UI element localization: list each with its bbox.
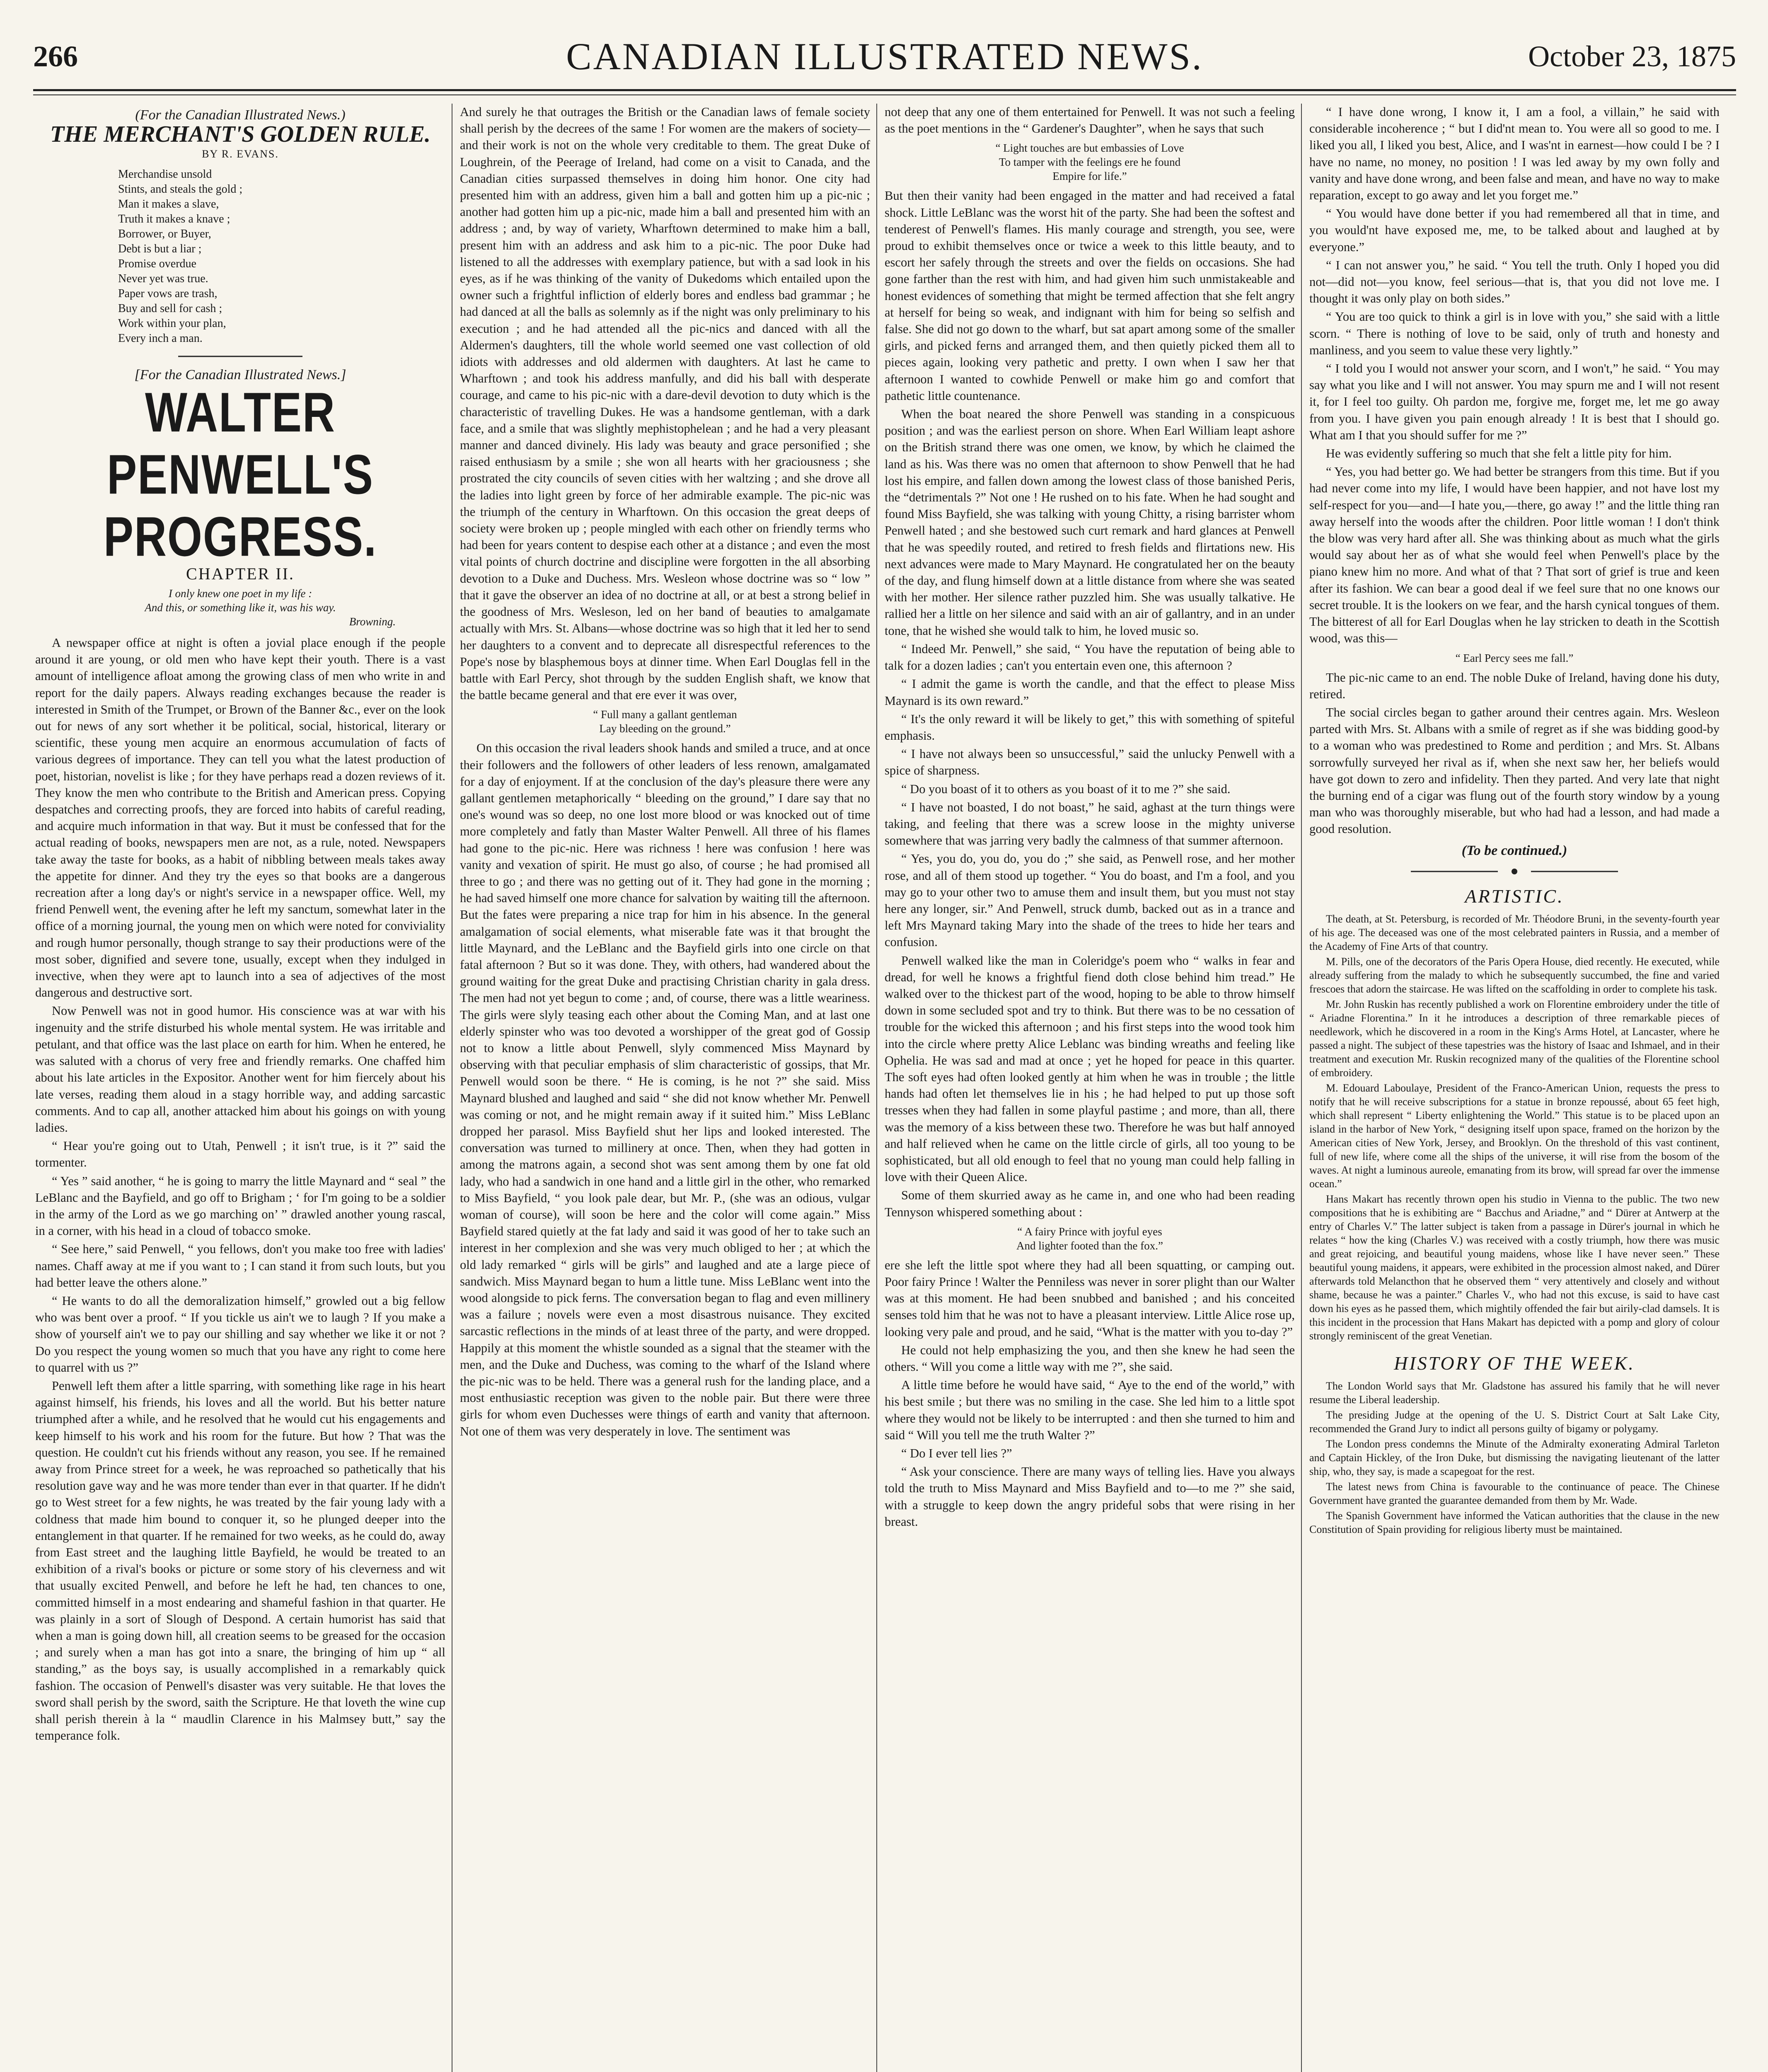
story-paragraph: Penwell left them after a little sparring, with something like rage in his heart against himself, his friends, his loves and all the world. But his better nature triumphed after a while, and he resolved that he would cut his engagements and keep himself to his work and his room for the future. But how ? That was the question. He couldn't cut his friends without any reason, you see. If he remained away from Prince street for a week, he was reproached so pathetically that his resolution gave way and he was more tender than ever in that quarter. If he didn't go to West street for a few nights, he was treated by the fair young lady with a coldness that made him bound to conquer it, so he plunged deeper into the entanglement in that quarter. If he remained for two weeks, as he could do, away from East street and the laughing little Bayfield, he would be treated to an exhibition of a rival's books or picture or some story of his cleverness and wit that usually excited Penwell, and before he left he had, ten chances to one, committed himself in a most endearing and shameful fashion in that quarter. He was plainly in a sort of Slough of Despond. A certain humorist has said that when a man is going down hill, all creation seems to be greased for the occasion ; and surely when a man has got into a snare, the bringing of him up “ all standing,” as the boys say, is usually accomplished in a remarkably quick fashion. The occasion of Penwell's disaster was very suitable. He that loves the sword shall perish by the sword, saith the Scripture. He that loveth the wine cup shall perish therein à la “ maudlin Clarence in his Malmsey butt,” say the temperance folk. <box>35 1378 445 1743</box>
poem-line: Never yet was true. <box>118 272 208 285</box>
history-heading: HISTORY OF THE WEEK. <box>1394 1352 1635 1374</box>
story-credit: [For the Canadian Illustrated News.] <box>134 367 346 382</box>
story-paragraph: But then their vanity had been engaged in the matter and had received a fatal shock. Little LeBlanc was the worst hit of the party. She had been the softest and tenderest of Penwell's flames. His manly courage and strength, you see, were proud to exhibit themselves once or twice a week to this little beauty, and to escort her safely through the streets and over the fields on occasions. She had gone farther than the rest with him, and had given him such unmistakeable and honest evidences of something that might be termed affection that she felt angry at herself for being so weak, and indignant with him for being so selfish and false. She did not go down to the wharf, but sat apart among some of the smaller girls, and picked ferns and arranged them, and then quietly picked them all to pieces again, looking very pathetic and pretty. I own when I saw her that afternoon I wanted to cowhide Penwell or make him go and comfort that pathetic little countenance. <box>885 189 1295 403</box>
quote-line: Lay bleeding on the ground.” <box>599 722 731 735</box>
story-paragraph: “ Indeed Mr. Penwell,” she said, “ You have the reputation of being able to talk for a dozen ladies ; can't you entertain even one, this afternoon ? <box>885 641 1295 673</box>
story-paragraph: And surely he that outrages the British or the Canadian laws of female society shall perish by the decrees of the same ! For women are the makers of society—and their work is not on the whole very creditable to them. The great Duke of Loughrein, of the Peerage of Ireland, had come on a visit to Canada, and the Canadian cities surpassed themselves in doing him honor. One city had presented him with an address, given him a ball and gotten him up a pic-nic ; another had gotten him up a pic-nic, made him a ball and presented him with an address ; and, by way of variety, Wharftown determined to make him a ball, present him with an address and ask him to a pic-nic. The poor Duke had listened to all the addresses with exemplary patience, but with a sad look in his eyes, as if he was thinking of the vanity of Dukedoms which entailed upon the owner such a frightful infliction of elderly bores and endless bad grammar ; he had danced at all the balls as solemnly as if the night was only preliminary to his execution ; and he had attended all the pic-nics and danced with all the Aldermen's daughters, till the whole world seemed one vast collection of old idiots with addresses and old aldermen with daughters. At last he came to Wharftown ; and took his address manfully, and did his ball with desperate courage, and came to his pic-nic with a dare-devil devotion to duty which is the characteristic of travelling Dukes. He was a handsome gentleman, with a dark face, and a smile that was slightly mephistophelean ; and he had a very pleasant manner and danced divinely. His lady was beauty and grace personified ; she raised enthusiasm by a smile ; she won all hearts with her graciousness ; she prostrated the city councils of seven cities with her waltzing ; and she drove all the ladies into light green by force of her admirable example. The pic-nic was the triumph of the century in Wharftown. On this occasion the great deeps of society were broken up ; people mingled with each other on friendly terms who had been for years content to despise each other at a distance ; and even the most vital points of church doctrine and discipline were forgotten in the all absorbing devotion to a Duke and Duchess. Mrs. Wesleon whose doctrine was so “ low ” that it gave the observer an idea of no doctrine at all, or at best a strong belief in the goodness of Mrs. Wesleson, led on her band of beauties to amalgamate actually with Mrs. St. Albans—whose doctrine was so high that it led her to send her daughters to a convent and to deprecate all disrespectful references to the Pope's nose by blasphemous boys at dinner time. When Earl Douglas fell in the battle with Earl Percy, shot through by the sudden English shaft, we know that the battle became general and that ere ever it was over, <box>460 105 870 702</box>
verse-quote <box>885 1225 1295 1253</box>
epigraph-attribution: Browning. <box>349 615 396 628</box>
story-paragraph: “ I have done wrong, I know it, I am a fool, a villain,” he said with considerable incoherence ; “ but I did'nt mean to. You were all so good to me. I liked you all, I liked you best, Alice, and I was'nt in earnest—how could I be ? I have no name, no money, no position ! I was led away by my own folly and vanity and have done wrong, and been false and mean, and have no way to make reparation, except to go away and let you forget me.” <box>1309 105 1720 203</box>
quote-line: Empire for life.” <box>1052 170 1127 183</box>
poem-body <box>118 167 445 346</box>
column-3 <box>885 104 1295 2072</box>
artistic-item: Hans Makart has recently thrown open his studio in Vienna to the public. The two new compositions that he is exhibiting are “ Bacchus and Ariadne,” and “ Dürer at Antwerp at the entry of Charles V.” The latter subject is taken from a passage in Dürer's journal in which he relates “ how the king (Charles V.) was received with a costly triumph, how there was music and great rejoicing, and beautiful young maidens, whose like I have never seen.” These beautiful young maidens, it appears, were exhibited in the procession almost naked, and Dürer afterwards told Melancthon that he observed them “ very attentively and closely and without shame, because he was a painter.” Charles V., who had not this excuse, is said to have cast down his eyes as he passed them, which mightily offended the fair but airily-clad damsels. It is this incident in the procession that Hans Makart has depicted with a pomp and glory of colour strongly reminiscent of the great Venetian. <box>1309 1193 1720 1342</box>
story-paragraph: “ Yes, you had better go. We had better be strangers from this time. But if you had never come into my life, I would have been happier, and not have lost my self-respect for you—and—I hate you,—there, go away !” and the little thing ran away herself into the woods after the children. Poor little woman ! I don't think the blow was very hard after all. She was thinking about as much what the girls would say about her as of what she would feel when Penwell's place by the piano knew him no more. And what of that ? That sort of grief is true and keen after its fashion. We can bear a good deal if we feel sure that no one knows our secret trouble. It is the lookers on we fear, and the harsh cynical tongues of them. The bitterest of all for Earl Douglas when he lay stricken to death in the Scottish wood, was this— <box>1309 465 1720 646</box>
column-1 <box>35 104 445 2072</box>
story-paragraph: Penwell walked like the man in Coleridge's poem who “ walks in fear and dread, for well he knows a frightful fiend doth close behind him tread.” He walked over to the thickest part of the wood, hoping to be able to throw himself down in some secluded spot and try to think. But there was to be no cessation of trouble for the wicked this afternoon ; and his first steps into the wood took him into the circle where pretty Alice Leblanc was binding wreaths and feeling like Ophelia. He was sad and mad at once ; yet he hoped for peace in this quarter. The soft eyes had often looked gently at him when he was in trouble ; the little hands had often let themselves lie in his ; he had helped to put up those soft tresses when they had fallen in some playful pastime ; and more, than all, there was the memory of a kiss between these two. Therefore he was but half annoyed and half relieved when he came on the little circle of girls, all too young to be sophisticated, but all old enough to feel that no young man could help falling in love with their Queen Alice. <box>885 953 1295 1184</box>
story-paragraph: not deep that any one of them entertained for Penwell. It was not such a feeling as the poet mentions in the “ Gardener's Daughter”, when he says that such <box>885 105 1295 136</box>
poem-line: Debt is but a liar ; <box>118 242 202 255</box>
poem-line: Man it makes a slave, <box>118 197 219 211</box>
history-item: The presiding Judge at the opening of the U. S. District Court at Salt Lake City, recommended the Grand Jury to indict all persons guilty of bigamy or polygamy. <box>1309 1409 1720 1435</box>
poem-line: Merchandise unsold <box>118 167 212 181</box>
masthead <box>33 15 1736 93</box>
quote-line: To tamper with the feelings ere he found <box>999 156 1181 169</box>
quote-line: “ Earl Percy sees me fall.” <box>1455 651 1574 664</box>
quote-line: “ Full many a gallant gentleman <box>593 708 737 721</box>
story-paragraph: “ I told you I would not answer your scorn, and I won't,” he said. “ You may say what you like and I will not answer. You may spurn me and I will not resent it, for I feel too guilty. Oh pardon me, forgive me, forget me, let me go away from you. I have given you pain enough already ! It is best that I should go. What am I that you should suffer for me ?” <box>1309 361 1720 442</box>
column-divider <box>1301 104 1302 2072</box>
story-paragraph: “ He wants to do all the demoralization himself,” growled out a big fellow who was bent over a proof. “ If you tickle us ain't we to laugh ? If you make a show of yourself ain't we to pay our shilling and say whether we like it or not ? Do you respect the young women so much that you have any right to come here to quarrel with us ?” <box>35 1293 445 1375</box>
story-paragraph: “ Do I ever tell lies ?” <box>901 1446 1012 1461</box>
story-paragraph: When the boat neared the shore Penwell was standing in a conspicuous position ; and was the earliest person on shore. When Earl William leapt ashore on the British strand there was one omen, we know, by which he claimed the land as his. Was there was no omen that afternoon to show Penwell that he had lost his empire, and fallen down among the lowest class of those banished Peris, the “detrimentals ?” Not one ! He rushed on to his fate. When he had sought and found Miss Bayfield, she was talking with young Chitty, a rising barrister whom Penwell hated ; and she bestowed such curt remark and hard glances at Penwell that he was speedily routed, and retired to fresh fields and flirtations new. His next advances were made to Mary Maynard. He congratulated her on the beauty of the day, and flung himself down at a little distance from where she was seated with her mother. Her silence rather puzzled him. She was usually talkative. He rallied her a little on her silence and said with an air of gallantry, and in an under tone, that he wished she would talk to him, he loved music so. <box>885 407 1295 638</box>
story-paragraph: ere she left the little spot where they had all been squatting, or camping out. Poor fairy Prince ! Walter the Penniless was never in sorer plight than our Walter was at this moment. He had been snubbed and banished ; and his conceited senses told him that he was not to have a pleasant interview. Little Alice rose up, looking very pale and proud, and he said, “What is the matter with you to-day ?” <box>885 1258 1295 1339</box>
poem-line: Every inch a man. <box>118 332 203 345</box>
epigraph-line: I only knew one poet in my life : <box>168 587 312 600</box>
epigraph-line: And this, or something like it, was his way. <box>145 601 336 614</box>
story-paragraph: Now Penwell was not in good humor. His conscience was at war with his ingenuity and the strife disturbed his whole mental system. He was irritable and petulant, and that office was the last place on earth for him. When he entered, he was saluted with a chorus of very free and friendly remarks. One chaffed him about his late articles in the Expositor. Another went for him fiercely about his late verses, reading them aloud in a stagy horrible way, and adding sarcastic comments. And to cap all, another attacked him about his goings on with young ladies. <box>35 1004 445 1135</box>
story-paragraph: He could not help emphasizing the you, and then she knew he had seen the others. “ Will you come a little way with me ?”, she said. <box>885 1343 1295 1374</box>
quote-line: And lighter footed than the fox.” <box>1016 1239 1163 1252</box>
story-paragraph: A little time before he would have said, “ Aye to the end of the world,” with his best smile ; but there was no smiling in the case. She led him to a little spot where they would not be likely to be interrupted : and then she turned to him and said “ Will you tell me the truth Walter ?” <box>885 1378 1295 1442</box>
story-paragraph: “ It's the only reward it will be likely to get,” this with something of spiteful emphasis. <box>885 712 1295 743</box>
page-number: 266 <box>33 40 78 73</box>
story-paragraph: “ I can not answer you,” he said. “ You tell the truth. Only I hoped you did not—did not—you know, feel serious—that is, that you did not love me. I thought it was only play on both sides.” <box>1309 258 1720 306</box>
story-paragraph: “ Yes ” said another, “ he is going to marry the little Maynard and “ seal ” the LeBlanc and the Bayfield, and go off to Brigham ; ‘ for I'm going to be a soldier in the army of the Lord as we go marching on’ ” drawled another young rascal, in a corner, with his head in a cloud of tobacco smoke. <box>35 1174 445 1238</box>
verse-quote <box>460 707 870 736</box>
poem-line: Stints, and steals the gold ; <box>118 182 243 196</box>
artistic-heading: ARTISTIC. <box>1465 885 1564 907</box>
story-paragraph: “ Hear you're going out to Utah, Penwell ; it isn't true, is it ?” said the tormenter. <box>35 1139 445 1170</box>
column-2 <box>460 104 870 2072</box>
verse-quote <box>885 141 1295 183</box>
story-paragraph: The pic-nic came to an end. The noble Duke of Ireland, having done his duty, retired. <box>1309 670 1720 701</box>
column-4 <box>1309 104 1720 2072</box>
history-item: The Spanish Government have informed the Vatican authorities that the clause in the new Constitution of Spain providing for religious liberty must be maintained. <box>1309 1510 1720 1536</box>
divider-ornament <box>35 354 445 358</box>
story-paragraph: “ You are too quick to think a girl is in love with you,” she said with a little scorn. “ There is nothing of love to be said, only of truth and honesty and manliness, and you seem to value these very lightly.” <box>1309 310 1720 357</box>
history-item: The latest news from China is favourable to the continuance of peace. The Chinese Government have granted the guarantee demanded from them by Mr. Wade. <box>1309 1481 1720 1507</box>
poem-line: Buy and sell for cash ; <box>118 302 223 315</box>
story-paragraph: On this occasion the rival leaders shook hands and smiled a truce, and at once their followers and the followers of other leaders of less renown, amalgamated for a day of enjoyment. If at the conclusion of the day's pleasure there were any gallant gentlemen metaphorically “ bleeding on the ground,” I dare say that no one's wound was so deep, no one lost more blood or was knocked out of time more completely and fatly than Master Walter Penwell. All three of his flames had gone to the pic-nic. Here was richness ! here was confusion ! here was vanity and vexation of spirit. He must go also, of course ; he had promised all three to go ; and there was no getting out of it. They had gone in the morning ; he had saved himself one more chance for salvation by waiting till the afternoon. But the fates were preparing a nice trap for him in his absence. In the general amalgamation of social elements, what miserable fate was it that brought the little Maynard, and the LeBlanc and the Bayfield girls into one circle on that fatal afternoon ? But so it was done. They, with others, had wandered about the ground waiting for the great Duke and practising Christian charity in gala dress. The men had not yet begun to come ; and, of course, there was a little weariness. The girls were slyly teasing each other about the Coming Man, and at last one elderly spinster who was too devoted a worshipper of the great god of Gossip not to know a little about Penwell, slyly commenced Miss Maynard by observing with that peculiar emphasis of slim characteristic of gossips, that Mr. Penwell would soon be there. “ He is coming, is he not ?” she said. Miss Maynard blushed and laughed and said “ she did not know whether Mr. Penwell was coming or not, and he might remain away if it suited him.” Miss LeBlanc dropped her parasol. Miss Bayfield shut her lips and looked interested. The conversation was turned to millinery at once. Then, when they had gotten in among the matrons again, a second shot was sent among them by one fat old lady, who had a sandwich in one hand and a little girl in the other, who remarked to Miss Bayfield, “ you look pale dear, but Mr. P., (she was an odious, vulgar woman of course), will soon be here and the color will come again.” Miss Bayfield stared quietly at the fat lady and said it was good of her to take such an interest in her complexion and she was very much obliged to her ; at which the old lady remarked “ girls will be girls” and laughed and ate a large piece of sandwich. Miss Maynard began to hum a little tune. Miss LeBlanc went into the wood alongside to pick ferns. The conversation began to flag and even millinery was a failure ; novels were even a most disastrous nuisance. They excited sarcastic reflections in the minds of at least three of the party, and were dropped. Happily at this moment the whistle sounded as a signal that the steamer with the men, and the Duke and Duchess, was coming to the wharf of the Island where the pic-nic was to be held. There was a general rush for the landing place, and a most enthusiastic reception was given to the noble pair. But there were three girls for whom even Duchesses were things of earth and vanity that afternoon. Not one of them was very desperately in love. The sentiment was <box>460 741 870 1438</box>
epigraph <box>35 586 445 629</box>
history-item: The London press condemns the Minute of the Admiralty exonerating Admiral Tarleton and Captain Hickley, of the Iron Duke, but dismissing the navigating lieutenant of the latter ship, who, they say, is made a scapegoat for the rest. <box>1309 1438 1720 1478</box>
poem-line: Work within your plan, <box>118 317 226 330</box>
poem-line: Promise overdue <box>118 257 196 270</box>
story-paragraph: He was evidently suffering so much that she felt a little pity for him. <box>1326 446 1672 461</box>
artistic-item: M. Edouard Laboulaye, President of the Franco-American Union, requests the press to notify that he will receive subscriptions for a statue in bronze repoussé, about 65 feet high, which shall represent “ Liberty enlightening the World.” This statue is to be placed upon an island in the harbor of New York, “ designing itself upon space, framed on the horizon by the American cities of New York, Jersey, and Brooklyn. On the threshold of this vast continent, full of new life, where come all the ships of the universe, it will rise from the bosom of the waves. At night a luminous aureole, emanating from its brow, will spread far over the immense ocean.” <box>1309 1082 1720 1190</box>
story-paragraph: Some of them skurried away as he came in, and one who had been reading Tennyson whispered something about : <box>885 1188 1295 1219</box>
to-be-continued: (To be continued.) <box>1461 842 1567 858</box>
divider-ornament <box>1309 867 1720 876</box>
poem-line: Truth it makes a knave ; <box>118 212 230 225</box>
quote-line: “ Light touches are but embassies of Love <box>995 142 1184 155</box>
column-divider <box>876 104 877 2072</box>
poem-byline: BY R. EVANS. <box>202 148 279 160</box>
history-item: The London World says that Mr. Gladstone has assured his family that he will never resume the Liberal leadership. <box>1309 1380 1720 1406</box>
story-paragraph: “ I have not boasted, I do not boast,” he said, aghast at the turn things were taking, and feeling that there was a screw loose in the mighty universe somewhere that was jarring very badly the calmness of that summer afternoon. <box>885 800 1295 848</box>
story-paragraph: “ I have not always been so unsuccessful,” said the unlucky Penwell with a spice of sharpness. <box>885 747 1295 778</box>
story-paragraph: “ See here,” said Penwell, “ you fellows, don't you make too free with ladies' names. Chaff away at me if you want to ; I can stand it from such louts, but you had better leave the others alone.” <box>35 1242 445 1290</box>
story-paragraph: “ Ask your conscience. There are many ways of telling lies. Have you always told the truth to Miss Maynard and Miss Bayfield and to—to me ?” she said, with a struggle to keep down the angry prideful sobs that were rising in her breast. <box>885 1464 1295 1529</box>
header-rule-thin <box>33 94 1736 95</box>
header-rule <box>33 89 1736 91</box>
artistic-item: Mr. John Ruskin has recently published a work on Florentine embroidery under the title of “ Ariadne Florentina.” In it he introduces a description of three remarkable pieces of needlework, which he discovered in a room in the King's Arms Hotel, at Lancaster, where he passed a night. The subject of these tapestries was the history of Isaac and Ishmael, and in their treatment and execution Mr. Ruskin recognized many of the qualities of the Florentine school of embroidery. <box>1309 998 1720 1079</box>
story-paragraph: A newspaper office at night is often a jovial place enough if the people around it are young, or old men who have kept their youth. There is a vast amount of intelligence afloat among the growing class of men who write in and report for the daily papers. Always reading exchanges because the reader is interested in Smith of the Trumpet, or Brown of the Banner &c., ever on the look out for news of any sort whether it be political, social, historical, literary or scientific, these young men acquire an enormous accumulation of facts of various degrees of importance. They can tell you what the latest production of poet, historian, novelist is like ; for they have perhaps read a dozen reviews of it. They know the men who contribute to the British and American press. Copying despatches and correcting proofs, they are forced into habits of careful reading, and acquire much information in that way. But it must be confessed that for the actual reading of books, newspapers men are not, as a rule, noted. Newspapers take away the taste for books, as a habit of nibbling between meals takes away the appetite for dinner. And they try the eyes so that books are a dangerous recreation after a long day's or night's service in a newspaper office. Well, my friend Penwell went, the evening after he left my sanctum, somewhat later in the office of a morning journal, the young men on which were noted for conviviality and rough humor personally, though strange to say their productions were of the most sober, dignified and severe tone, usually, except when they indulged in invective, when they were apt to launch into a sea of adjectives of the most dangerous and destructive sort. <box>35 636 445 1000</box>
story-paragraph: “ I admit the game is worth the candle, and that the effect to please Miss Maynard is its own reward.” <box>885 677 1295 708</box>
poem-credit: (For the Canadian Illustrated News.) <box>135 107 346 123</box>
newspaper-title: CANADIAN ILLUSTRATED NEWS. <box>566 35 1203 77</box>
poem-title: THE MERCHANT'S GOLDEN RULE. <box>50 121 431 148</box>
story-paragraph: “ Do you boast of it to others as you boast of it to me ?” she said. <box>901 782 1231 796</box>
artistic-item: M. Pills, one of the decorators of the Paris Opera House, died recently. He executed, while already suffering from the malady to which he subsequently succumbed, the fine and varied frescoes that adorn the staircase. He was lifted on the scaffolding in order to complete his task. <box>1309 955 1720 995</box>
verse-quote <box>1309 651 1720 665</box>
chapter-heading: CHAPTER II. <box>186 564 295 583</box>
story-title: WALTER PENWELL'S PROGRESS. <box>103 380 377 568</box>
story-paragraph: The social circles began to gather around their centres again. Mrs. Wesleon parted with Mrs. St. Albans with a smile of regret as if she was bidding good-by to a woman who was predestined to Rome and perdition ; and Mrs. St. Albans sorrowfully surveyed her rival as if, when she next saw her, her beliefs would have got down to zero and infidelity. Then they parted. And very late that night the burning end of a cigar was flung out of the fourth story window by a young man who was thoroughly miserable, but who had had a lesson, and had made a good resolution. <box>1309 705 1720 836</box>
quote-line: “ A fairy Prince with joyful eyes <box>1017 1225 1162 1238</box>
artistic-item: The death, at St. Petersburg, is recorded of Mr. Théodore Bruni, in the seventy-fourth year of his age. The deceased was one of the most celebrated painters in Russia, and a member of the Academy of Fine Arts of that country. <box>1309 913 1720 952</box>
issue-date: October 23, 1875 <box>1528 40 1736 73</box>
story-paragraph: “ You would have done better if you had remembered all that in time, and you would'nt have exposed me, me, to be talked about and laughed at by everyone.” <box>1309 206 1720 254</box>
poem-line: Borrower, or Buyer, <box>118 227 211 240</box>
poem-line: Paper vows are trash, <box>118 287 218 300</box>
story-paragraph: “ Yes, you do, you do, you do ;” she said, as Penwell rose, and her mother rose, and all of them stood up together. “ You do boast, and I'm a fool, and you may go to your other two to amuse them and insult them, but you must not stay here any longer, sir.” And Penwell, struck dumb, backed out as in a trance and left Mrs Maynard taking Mary into the shade of the trees to hide her tears and confusion. <box>885 852 1295 949</box>
